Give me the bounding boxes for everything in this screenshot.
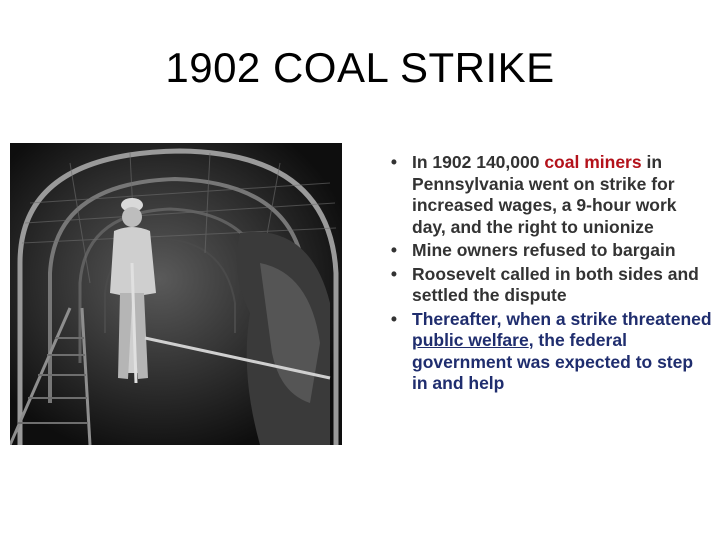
bullet-text: Roosevelt called in both sides and settled the dispute [412,263,699,305]
bullet-item [382,309,712,395]
bullet-item [382,240,712,262]
bullet-text: Mine owners refused to bargain [412,240,676,260]
bullet-item [382,152,712,238]
bullet-text: In 1902 140,000 coal miners in Pennsylvania went on strike for increased wages, a 9-hour work day, and the right to unionize [412,152,677,237]
bullet-dot-icon: • [390,263,398,284]
slide-title: 1902 COAL STRIKE [165,44,555,91]
bullet-item [382,264,712,307]
bullet-list [382,152,712,397]
bullet-dot-icon: • [390,152,398,172]
public-welfare-link[interactable]: public welfare [412,330,529,350]
coal-miner-photo [10,143,342,445]
bullet-dot-icon: • [390,240,398,260]
bullet-dot-icon: • [390,308,398,329]
highlight-coal-miners: coal miners [544,152,642,172]
bullet-text: Thereafter, when a strike threatened public welfare, the federal government was expected to step in and help [412,308,712,393]
mine-tunnel-illustration [10,143,342,445]
